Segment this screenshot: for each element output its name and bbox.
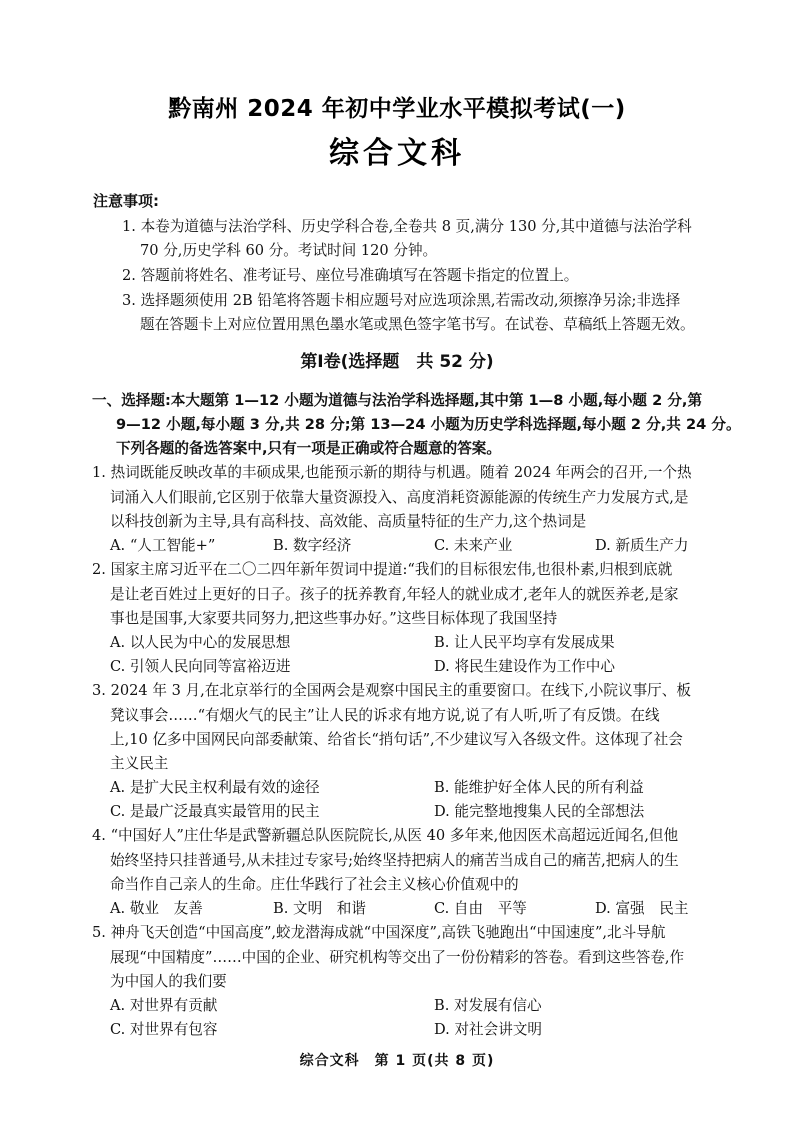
question-2-option-c: C. 引领人民向同等富裕迈进 xyxy=(110,658,291,675)
notes-heading: 注意事项: xyxy=(93,192,159,210)
subject-title: 综合文科 xyxy=(329,136,465,171)
question-1-line-2: 词涌入人们眼前,它区别于依靠大量资源投入、高度消耗资源能源的传统生产力发展方式,是 xyxy=(110,489,689,506)
section-intro-line-3: 下列各题的备选答案中,只有一项是正确或符合题意的答案。 xyxy=(116,440,501,457)
question-5-line-2: 展现“中国精度”……中国的企业、研究机构等交出了一份份精彩的答卷。看到这些答卷,作 xyxy=(110,949,685,966)
question-3-line-4: 主义民主 xyxy=(110,755,169,772)
question-2-line-2: 是让老百姓过上更好的日子。孩子的抚养教育,年轻人的就业成才,老年人的就医养老,是家 xyxy=(110,586,679,603)
note-3-line-2: 题在答题卡上对应位置用黑色墨水笔或黑色签字笔书写。在试卷、草稿纸上答题无效。 xyxy=(140,316,695,333)
question-2-option-a: A. 以人民为中心的发展思想 xyxy=(110,634,291,651)
question-1-option-b: B. 数字经济 xyxy=(273,537,352,554)
question-4-line-1: 4. “中国好人”庄仕华是武警新疆总队医院院长,从医 40 多年来,他因医术高超远近闻名,但他 xyxy=(92,827,679,844)
question-2-line-1: 2. 国家主席习近平在二〇二四年新年贺词中提道:“我们的目标很宏伟,也很朴素,归根到底就 xyxy=(92,561,673,578)
question-4-option-b: B. 文明 和谐 xyxy=(273,900,366,917)
question-1-line-3: 以科技创新为主导,具有高科技、高效能、高质量特征的生产力,这个热词是 xyxy=(110,513,587,530)
question-4-option-d: D. 富强 民主 xyxy=(595,900,689,917)
question-3-option-b: B. 能维护好全体人民的所有利益 xyxy=(434,779,644,796)
question-2-option-b: B. 让人民平均享有发展成果 xyxy=(434,634,615,651)
question-5-option-c: C. 对世界有包容 xyxy=(110,1021,218,1038)
question-4-line-2: 始终坚持只挂普通号,从未挂过专家号;始终坚持把病人的痛苦当成自己的痛苦,把病人的生 xyxy=(110,852,679,869)
question-5-line-1: 5. 神舟飞天创造“中国高度”,蛟龙潜海成就“中国深度”,高铁飞驰跑出“中国速度”,北斗导航 xyxy=(92,924,666,941)
question-3-option-a: A. 是扩大民主权利最有效的途径 xyxy=(110,779,320,796)
page-footer: 综合文科 第 1 页(共 8 页) xyxy=(299,1053,495,1069)
exam-title: 黔南州 2024 年初中学业水平模拟考试(一) xyxy=(168,96,626,122)
question-5-option-b: B. 对发展有信心 xyxy=(434,997,542,1014)
question-5-line-3: 为中国人的我们要 xyxy=(110,973,227,990)
question-5-option-a: A. 对世界有贡献 xyxy=(110,997,218,1014)
question-4-option-c: C. 自由 平等 xyxy=(434,900,527,917)
section-intro-line-2: 9—12 小题,每小题 3 分,共 28 分;第 13—24 小题为历史学科选择题,每小题 2 分,共 24 分。 xyxy=(116,416,741,433)
question-3-option-d: D. 能完整地搜集人民的全部想法 xyxy=(434,803,645,820)
question-1-option-c: C. 未来产业 xyxy=(434,537,513,554)
question-3-line-3: 上,10 亿多中国网民向部委献策、给省长“捎句话”,不少建议写入各级文件。这体现了社会 xyxy=(110,731,683,748)
question-1-option-d: D. 新质生产力 xyxy=(595,537,689,554)
question-1-line-1: 1. 热词既能反映改革的丰硕成果,也能预示新的期待与机遇。随着 2024 年两会的召开,一个热 xyxy=(92,464,692,481)
question-3-line-1: 3. 2024 年 3 月,在北京举行的全国两会是观察中国民主的重要窗口。在线下,小院议事厅、板 xyxy=(92,682,691,699)
question-5-option-d: D. 对社会讲文明 xyxy=(434,1021,543,1038)
section-intro-line-1: 一、选择题:本大题第 1—12 小题为道德与法治学科选择题,其中第 1—8 小题,每小题 2 分,第 xyxy=(92,392,703,409)
question-2-line-3: 事也是国事,大家要共同努力,把这些事办好。”这些目标体现了我国坚持 xyxy=(110,610,558,627)
question-4-line-3: 命当作自己亲人的生命。庄仕华践行了社会主义核心价值观中的 xyxy=(110,876,519,893)
note-1-line-2: 70 分,历史学科 60 分。考试时间 120 分钟。 xyxy=(140,242,438,259)
note-2: 2. 答题前将姓名、准考证号、座位号准确填写在答题卡指定的位置上。 xyxy=(122,267,579,284)
note-3-line-1: 3. 选择题须使用 2B 铅笔将答题卡相应题号对应选项涂黑,若需改动,须擦净另涂;非选择 xyxy=(122,292,681,309)
note-1-line-1: 1. 本卷为道德与法治学科、历史学科合卷,全卷共 8 页,满分 130 分,其中道德与法治学科 xyxy=(122,218,692,235)
question-3-option-c: C. 是最广泛最真实最管用的民主 xyxy=(110,803,320,820)
question-1-option-a: A. “人工智能+” xyxy=(110,537,216,554)
section-title: 第Ⅰ卷(选择题 共 52 分) xyxy=(300,352,494,372)
question-3-line-2: 凳议事会……“有烟火气的民主”让人民的诉求有地方说,说了有人听,听了有反馈。在线 xyxy=(110,707,660,724)
question-4-option-a: A. 敬业 友善 xyxy=(110,900,203,917)
question-2-option-d: D. 将民生建设作为工作中心 xyxy=(434,658,615,675)
